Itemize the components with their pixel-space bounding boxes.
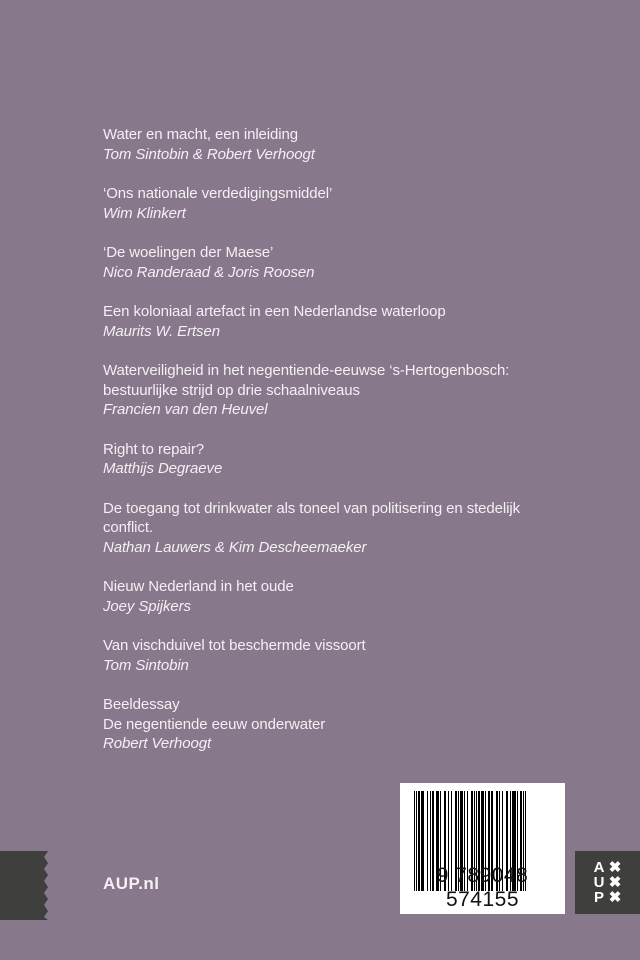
entry-title: Beeldessay (103, 696, 180, 713)
isbn-barcode (400, 783, 565, 914)
entry-title: Waterveiligheid in het negentiende-eeuwse ‘s-Hertogenbosch: (103, 362, 510, 379)
entry-author: Tom Sintobin & Robert Verhoogt (103, 145, 315, 163)
entry-title: ‘Ons nationale verdedigingsmiddel’ (103, 185, 333, 202)
toc-entry (103, 184, 543, 223)
toc-entry (103, 125, 543, 164)
entry-title: De toegang tot drinkwater als toneel van politisering en stedelijk (103, 499, 520, 517)
aup-logo (575, 851, 640, 914)
entry-title: Nieuw Nederland in het oude (103, 578, 294, 595)
toc-entry (103, 440, 543, 479)
spine-tab-decoration (0, 851, 50, 920)
toc-entry (103, 361, 543, 420)
cross-icon: ✖ (608, 859, 622, 876)
entry-title-continued: conflict. (103, 519, 153, 536)
entry-title-continued: De negentiende eeuw onderwater (103, 715, 326, 733)
logo-letter: A (593, 859, 605, 876)
entry-author: Francien van den Heuvel (103, 401, 268, 418)
logo-letter: U (593, 874, 605, 891)
publisher-website: AUP.nl (103, 874, 160, 893)
toc-entry (103, 499, 543, 558)
entry-author: Maurits W. Ertsen (103, 322, 220, 340)
entry-author: Wim Klinkert (103, 204, 186, 222)
aup-logo-grid (591, 861, 623, 905)
entry-author: Matthijs Degraeve (103, 460, 223, 477)
entry-title: Van vischduivel tot beschermde vissoort (103, 637, 366, 654)
table-of-contents (103, 125, 543, 774)
entry-author: Robert Verhoogt (103, 735, 212, 752)
cross-icon: ✖ (608, 874, 622, 891)
toc-entry (103, 695, 543, 754)
entry-author: Nathan Lauwers & Kim Descheemaeker (103, 538, 367, 556)
logo-letter: P (593, 889, 604, 906)
entry-title: Water en macht, een inleiding (103, 126, 298, 143)
cross-icon: ✖ (608, 889, 622, 906)
isbn-number: 9 789048 574155 (436, 864, 529, 911)
toc-entry (103, 243, 543, 282)
entry-title: Right to repair? (103, 440, 204, 458)
toc-entry (103, 636, 543, 675)
entry-title: Een koloniaal artefact in een Nederlandse waterloop (103, 303, 446, 320)
entry-author: Tom Sintobin (103, 656, 189, 674)
entry-author: Joey Spijkers (103, 597, 191, 615)
toc-entry (103, 302, 543, 341)
entry-title: ‘De woelingen der Maese’ (103, 244, 274, 261)
toc-entry (103, 577, 543, 616)
entry-title-continued: bestuurlijke strijd op drie schaalniveaus (103, 381, 360, 399)
entry-author: Nico Randeraad & Joris Roosen (103, 263, 315, 281)
